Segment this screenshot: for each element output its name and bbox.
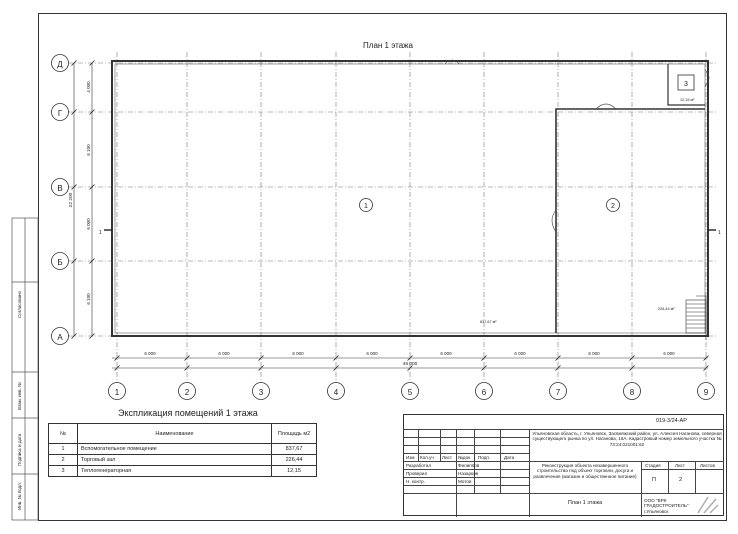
stamp-label-inv-no: Инв. № подл. <box>17 481 22 510</box>
svg-text:5: 5 <box>407 388 413 397</box>
dim-col-7: 6 000 <box>588 351 600 356</box>
axis-col-9 <box>698 383 715 400</box>
room-tag-2 <box>607 199 620 212</box>
axis-row-V <box>52 179 69 196</box>
area-label-room-3: 12,15 м² <box>680 98 695 102</box>
svg-text:Б: Б <box>57 258 63 267</box>
section-mark-right: 1 <box>718 230 721 236</box>
room-tag-1 <box>360 199 373 212</box>
svg-text:Г: Г <box>57 109 63 118</box>
explication-header-area: Площадь м2 <box>272 424 317 444</box>
explication-title: Экспликация помещений 1 этажа <box>118 408 258 418</box>
stage-value: П <box>652 477 656 483</box>
stage-label: Стадия <box>645 463 661 468</box>
svg-text:3: 3 <box>684 81 688 88</box>
column-label-sign: Подп. <box>478 455 491 460</box>
svg-text:4: 4 <box>333 388 339 397</box>
stair-icon <box>686 296 706 340</box>
dim-col-3: 6 000 <box>292 351 304 356</box>
partition-wall-room-2 <box>556 109 705 333</box>
svg-text:Д: Д <box>57 60 63 69</box>
table-row: 1 Вспомогательное помещение 837,67 <box>49 444 317 455</box>
svg-text:6: 6 <box>481 388 487 397</box>
table-row: 3 Теплогенераторная 12,15 <box>49 466 317 477</box>
axis-col-4 <box>328 383 345 400</box>
name-norm-control: Мотов <box>458 479 472 484</box>
dim-col-5: 6 000 <box>440 351 452 356</box>
explication-header-row <box>49 424 317 444</box>
sheet-label: Лист <box>675 463 685 468</box>
dim-row-4: 6 100 <box>86 293 91 305</box>
dim-col-8: 6 000 <box>663 351 675 356</box>
section-mark-left: 1 <box>99 230 102 236</box>
title-block-project: Реконструкция объекта незавершенного строительства под объект торговли, досуга и развлечения (магазин и общественное питание) <box>533 463 637 479</box>
svg-text:7: 7 <box>555 388 561 397</box>
dim-col-4: 6 000 <box>366 351 378 356</box>
stamp-label-replace: Взам. инв. № <box>17 382 22 410</box>
dim-col-2: 6 000 <box>218 351 230 356</box>
sheet-value: 2 <box>679 477 683 483</box>
axis-col-7 <box>550 383 567 400</box>
axis-row-D <box>52 55 69 72</box>
dim-col-1: 6 000 <box>144 351 156 356</box>
table-row: 2 Торговый зал 226,44 <box>49 455 317 466</box>
role-developer: Разработал <box>406 463 432 468</box>
column-label-date: Дата <box>504 455 515 460</box>
dim-total-width: 48 000 <box>402 362 418 367</box>
title-block-code: 019-3/24-АР <box>656 418 687 424</box>
axis-row-G <box>52 104 69 121</box>
svg-text:8: 8 <box>629 388 635 397</box>
axis-col-2 <box>179 383 196 400</box>
axis-col-1 <box>109 383 126 400</box>
column-label-list: Лист <box>442 455 452 460</box>
side-stamp <box>12 218 38 520</box>
stamp-label-agreed: Согласовано <box>17 290 22 318</box>
svg-text:9: 9 <box>703 388 709 397</box>
company-name: ООО "ВРК ГРАДОСТРОИТЕЛЬ" г.Ульяновск <box>644 498 689 514</box>
company-logo <box>696 495 720 515</box>
svg-text:3: 3 <box>258 388 264 397</box>
dim-total-height: 22 200 <box>69 192 74 208</box>
explication-table <box>48 423 317 477</box>
column-label-kol: Кол.уч <box>420 455 434 460</box>
column-label-izm: Изм <box>406 455 415 460</box>
svg-text:2: 2 <box>184 388 190 397</box>
axis-row-A <box>52 328 69 345</box>
floor-plan <box>52 52 722 400</box>
svg-text:1: 1 <box>114 388 120 397</box>
svg-text:А: А <box>57 333 63 342</box>
dim-row-2: 6 100 <box>86 144 91 156</box>
dim-row-1: 4 000 <box>86 81 91 93</box>
axis-col-3 <box>253 383 270 400</box>
role-norm-control: Н. контр. <box>406 479 425 484</box>
role-checker: Проверил <box>406 471 428 476</box>
stamp-label-signature: Подпись и дата <box>17 433 22 466</box>
area-label-room-2: 226,44 м² <box>658 307 675 311</box>
axis-row-B <box>52 253 69 270</box>
area-label-room-1: 837,67 м² <box>480 320 497 324</box>
title-block-sheet-name: План 1 этажа <box>567 500 603 506</box>
svg-text:2: 2 <box>611 203 615 210</box>
explication-header-no: № <box>49 424 78 444</box>
svg-text:1: 1 <box>364 203 368 210</box>
title-block-address: Ульяновская область, г. Ульяновск, Засвияжский район, ул. Алексея Наганова, северная существующего рынка по ул. Наганова, 16А. Кадастровый номер земельного участка № 73:24:021001:62 <box>532 431 722 447</box>
name-developer: Филиппов <box>458 463 480 468</box>
axis-col-5 <box>402 383 419 400</box>
column-label-doc: №док <box>458 455 471 460</box>
room-tag-3 <box>678 75 694 90</box>
axis-col-8 <box>624 383 641 400</box>
dim-row-3: 6 000 <box>86 218 91 230</box>
drawing-title: План 1 этажа <box>363 41 413 50</box>
explication-header-name: Наименование <box>78 424 272 444</box>
svg-text:В: В <box>57 184 63 193</box>
sheets-label: Листов <box>700 463 715 468</box>
title-block <box>403 414 724 516</box>
axis-col-6 <box>476 383 493 400</box>
dim-col-6: 6 000 <box>514 351 526 356</box>
name-checker: Назарков <box>458 471 479 476</box>
